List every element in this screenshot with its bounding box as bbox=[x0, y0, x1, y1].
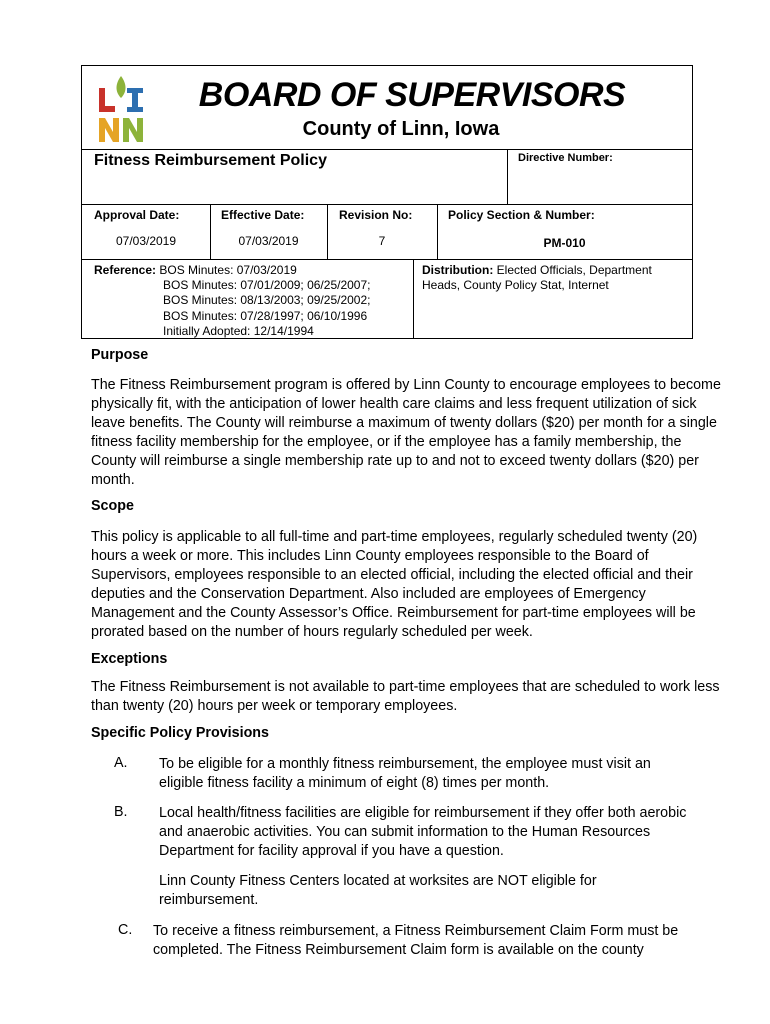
effective-date-label: Effective Date: bbox=[221, 208, 305, 222]
directive-number-label: Directive Number: bbox=[518, 152, 613, 164]
exceptions-heading: Exceptions bbox=[91, 651, 168, 667]
provision-letter: B. bbox=[114, 804, 128, 820]
reference-lines bbox=[163, 278, 370, 339]
policy-header-table bbox=[81, 65, 693, 339]
scope-text: This policy is applicable to all full-time and part-time employees, regularly scheduled twenty (20) hours a week or more. This includes Linn County employees responsible to the Board of Supervisors, employees responsible to an elected official, including the elected official and their deputies and the Conservation Department. Also included are employees of Emergency Management and the County Assessor’s Office. Reimbursement for part-time employees will be prorated based on the number of hours regularly scheduled per week. bbox=[91, 529, 698, 640]
reference-line: BOS Minutes: 07/01/2009; 06/25/2007; bbox=[163, 278, 371, 292]
revision-number-label: Revision No: bbox=[339, 208, 413, 222]
reference-line: BOS Minutes: 08/13/2003; 09/25/2002; bbox=[163, 293, 371, 308]
provision-letter: C. bbox=[118, 922, 133, 938]
divider bbox=[507, 149, 508, 204]
provision-text: To receive a fitness reimbursement, a Fitness Reimbursement Claim Form must be completed. The Fitness Reimbursement Claim form is available on the county bbox=[153, 923, 679, 958]
distribution-label: Distribution: bbox=[422, 263, 494, 277]
exceptions-text: The Fitness Reimbursement is not available to part-time employees that are scheduled to work less than twenty (20) hours per week or temporary employees. bbox=[91, 679, 720, 714]
county-subtitle: County of Linn, Iowa bbox=[302, 118, 500, 140]
provision-text: To be eligible for a monthly fitness reimbursement, the employee must visit an eligible fitness facility a minimum of eight (8) times per month. bbox=[159, 756, 651, 791]
divider bbox=[327, 204, 328, 259]
policy-section-value: PM-010 bbox=[543, 236, 586, 250]
reference-block bbox=[94, 263, 297, 278]
scope-heading: Scope bbox=[91, 498, 134, 514]
divider bbox=[82, 204, 692, 205]
revision-number-value: 7 bbox=[378, 234, 386, 248]
board-title: BOARD OF SUPERVISORS bbox=[198, 76, 626, 114]
divider bbox=[210, 204, 211, 259]
policy-section-label: Policy Section & Number: bbox=[448, 208, 595, 222]
reference-line: BOS Minutes: 07/28/1997; 06/10/1996 bbox=[163, 308, 368, 323]
distribution-text: Elected Officials, Department Heads, County Policy Stat, Internet bbox=[422, 263, 652, 293]
divider bbox=[82, 259, 692, 260]
reference-label: Reference: bbox=[94, 263, 157, 277]
divider bbox=[82, 149, 692, 150]
provision-text: Local health/fitness facilities are eligible for reimbursement if they offer both aerobic and anaerobic activities. You can submit information to the Human Resources Department for facility approval if you have a question. bbox=[159, 805, 687, 859]
purpose-text: The Fitness Reimbursement program is offered by Linn County to encourage employees to become physically fit, with the anticipation of lower health care claims and less frequent utilization of sick leave benefits. The County will reimburse a maximum of twenty dollars ($20) per month for a single fitness facility membership for the employee, or if the employee has a family membership, the County will reimburse a single membership rate up to and not to exceed twenty dollars ($20) per month. bbox=[91, 377, 721, 488]
distribution-block bbox=[422, 263, 682, 294]
policy-title: Fitness Reimbursement Policy bbox=[94, 152, 327, 169]
divider bbox=[413, 259, 414, 338]
approval-date-value: 07/03/2019 bbox=[115, 234, 177, 248]
provision-note: Linn County Fitness Centers located at worksites are NOT eligible for reimbursement. bbox=[159, 873, 597, 908]
divider bbox=[437, 204, 438, 259]
reference-line: BOS Minutes: 07/03/2019 bbox=[159, 263, 297, 277]
approval-date-label: Approval Date: bbox=[94, 208, 180, 222]
effective-date-value: 07/03/2019 bbox=[238, 234, 299, 248]
provision-letter: A. bbox=[114, 755, 128, 771]
purpose-heading: Purpose bbox=[91, 347, 149, 363]
provisions-heading: Specific Policy Provisions bbox=[91, 725, 269, 741]
reference-line: Initially Adopted: 12/14/1994 bbox=[163, 323, 314, 338]
